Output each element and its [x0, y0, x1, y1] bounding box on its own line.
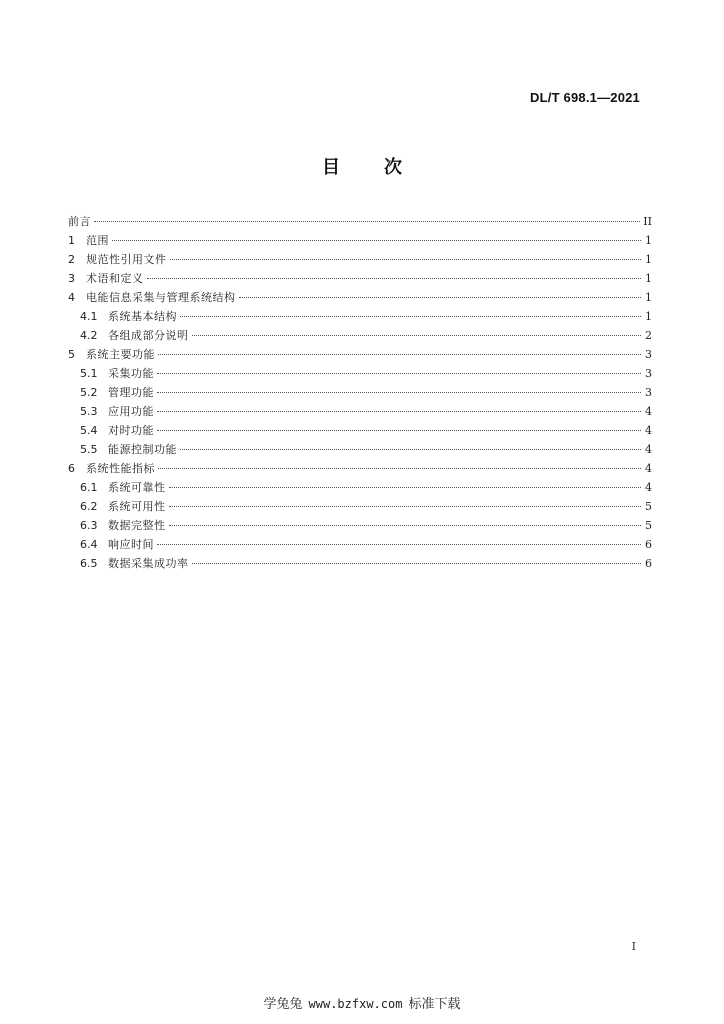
toc-entry-page: 4	[645, 481, 652, 494]
toc-entry[interactable]	[68, 516, 652, 535]
toc-entry-label: 系统可用性	[108, 500, 166, 513]
toc-entry-label: 采集功能	[108, 367, 154, 380]
toc-entry-number: 3	[68, 272, 75, 285]
toc-entry-label: 对时功能	[108, 424, 154, 437]
watermark-url: www.bzfxw.com	[308, 997, 403, 1011]
toc-entry[interactable]	[68, 364, 652, 383]
toc-entry-number: 4	[68, 291, 75, 304]
toc-entry-page: II	[643, 215, 652, 228]
toc-entry-label: 应用功能	[108, 405, 154, 418]
page-number: I	[631, 940, 636, 953]
toc-entry-number: 5.2	[80, 386, 98, 399]
table-of-contents	[68, 212, 652, 573]
toc-entry-number: 4.1	[80, 310, 98, 323]
toc-entry-number: 6.5	[80, 557, 98, 570]
watermark	[0, 993, 724, 1012]
toc-entry-number: 4.2	[80, 329, 98, 342]
toc-entry[interactable]	[68, 535, 652, 554]
toc-entry-label: 管理功能	[108, 386, 154, 399]
toc-entry-number: 6	[68, 462, 75, 475]
toc-entry-number: 5	[68, 348, 75, 361]
toc-dot-leader	[180, 448, 641, 450]
toc-dot-leader	[169, 486, 642, 488]
toc-dot-leader	[158, 467, 641, 469]
toc-entry[interactable]	[68, 554, 652, 573]
toc-entry-page: 3	[645, 386, 652, 399]
standard-code: DL/T 698.1—2021	[530, 90, 640, 105]
toc-dot-leader	[239, 296, 642, 298]
toc-dot-leader	[157, 391, 641, 393]
toc-entry-number: 5.3	[80, 405, 98, 418]
toc-entry-page: 1	[645, 253, 652, 266]
toc-entry-page: 4	[645, 424, 652, 437]
toc-entry[interactable]	[68, 421, 652, 440]
toc-entry[interactable]	[68, 478, 652, 497]
title-char-2: 次	[384, 157, 402, 178]
toc-dot-leader	[192, 334, 642, 336]
toc-entry-page: 4	[645, 462, 652, 475]
toc-dot-leader	[158, 353, 641, 355]
toc-entry[interactable]	[68, 345, 652, 364]
toc-entry-page: 4	[645, 405, 652, 418]
toc-entry[interactable]	[68, 402, 652, 421]
toc-entry-label: 系统基本结构	[108, 310, 177, 323]
toc-entry-label: 数据完整性	[108, 519, 166, 532]
toc-dot-leader	[169, 524, 642, 526]
toc-entry-label: 范围	[86, 234, 109, 247]
toc-entry-label: 系统性能指标	[86, 462, 155, 475]
toc-dot-leader	[157, 429, 641, 431]
toc-entry-page: 1	[645, 234, 652, 247]
toc-entry-number: 6.1	[80, 481, 98, 494]
toc-entry-number: 6.2	[80, 500, 98, 513]
toc-entry-number: 5.1	[80, 367, 98, 380]
toc-entry-number: 5.4	[80, 424, 98, 437]
toc-entry-page: 1	[645, 310, 652, 323]
toc-entry-label: 前言	[68, 215, 91, 228]
title-char-1: 目	[322, 157, 340, 178]
toc-entry-label: 规范性引用文件	[86, 253, 167, 266]
toc-entry[interactable]	[68, 383, 652, 402]
toc-dot-leader	[157, 543, 641, 545]
toc-entry-number: 6.4	[80, 538, 98, 551]
toc-dot-leader	[94, 220, 640, 222]
toc-entry-label: 电能信息采集与管理系统结构	[86, 291, 236, 304]
watermark-site-name: 学兔兔	[263, 997, 303, 1012]
toc-entry-label: 系统可靠性	[108, 481, 166, 494]
toc-entry[interactable]	[68, 231, 652, 250]
toc-entry-page: 4	[645, 443, 652, 456]
toc-dot-leader	[170, 258, 642, 260]
toc-entry[interactable]	[68, 212, 652, 231]
toc-entry[interactable]	[68, 250, 652, 269]
toc-entry-page: 6	[645, 557, 652, 570]
toc-entry-label: 数据采集成功率	[108, 557, 189, 570]
toc-entry-page: 5	[645, 519, 652, 532]
toc-entry-page: 2	[645, 329, 652, 342]
toc-entry-number: 2	[68, 253, 75, 266]
toc-entry-number: 1	[68, 234, 75, 247]
toc-entry-label: 术语和定义	[86, 272, 144, 285]
toc-entry[interactable]	[68, 307, 652, 326]
toc-dot-leader	[192, 562, 642, 564]
toc-dot-leader	[147, 277, 642, 279]
toc-entry-page: 3	[645, 367, 652, 380]
toc-entry[interactable]	[68, 326, 652, 345]
toc-entry[interactable]	[68, 440, 652, 459]
toc-entry-label: 系统主要功能	[86, 348, 155, 361]
toc-dot-leader	[157, 372, 641, 374]
toc-dot-leader	[112, 239, 641, 241]
toc-entry-page: 5	[645, 500, 652, 513]
toc-entry[interactable]	[68, 459, 652, 478]
toc-dot-leader	[180, 315, 641, 317]
toc-entry-page: 3	[645, 348, 652, 361]
toc-entry-label: 能源控制功能	[108, 443, 177, 456]
toc-entry-number: 6.3	[80, 519, 98, 532]
toc-entry-page: 1	[645, 291, 652, 304]
toc-entry-label: 各组成部分说明	[108, 329, 189, 342]
watermark-tagline: 标准下载	[408, 997, 461, 1012]
toc-entry[interactable]	[68, 288, 652, 307]
toc-entry-number: 5.5	[80, 443, 98, 456]
toc-entry[interactable]	[68, 269, 652, 288]
toc-dot-leader	[169, 505, 642, 507]
toc-entry[interactable]	[68, 497, 652, 516]
toc-entry-page: 1	[645, 272, 652, 285]
toc-dot-leader	[157, 410, 641, 412]
page-title	[0, 153, 724, 179]
toc-entry-label: 响应时间	[108, 538, 154, 551]
toc-entry-page: 6	[645, 538, 652, 551]
